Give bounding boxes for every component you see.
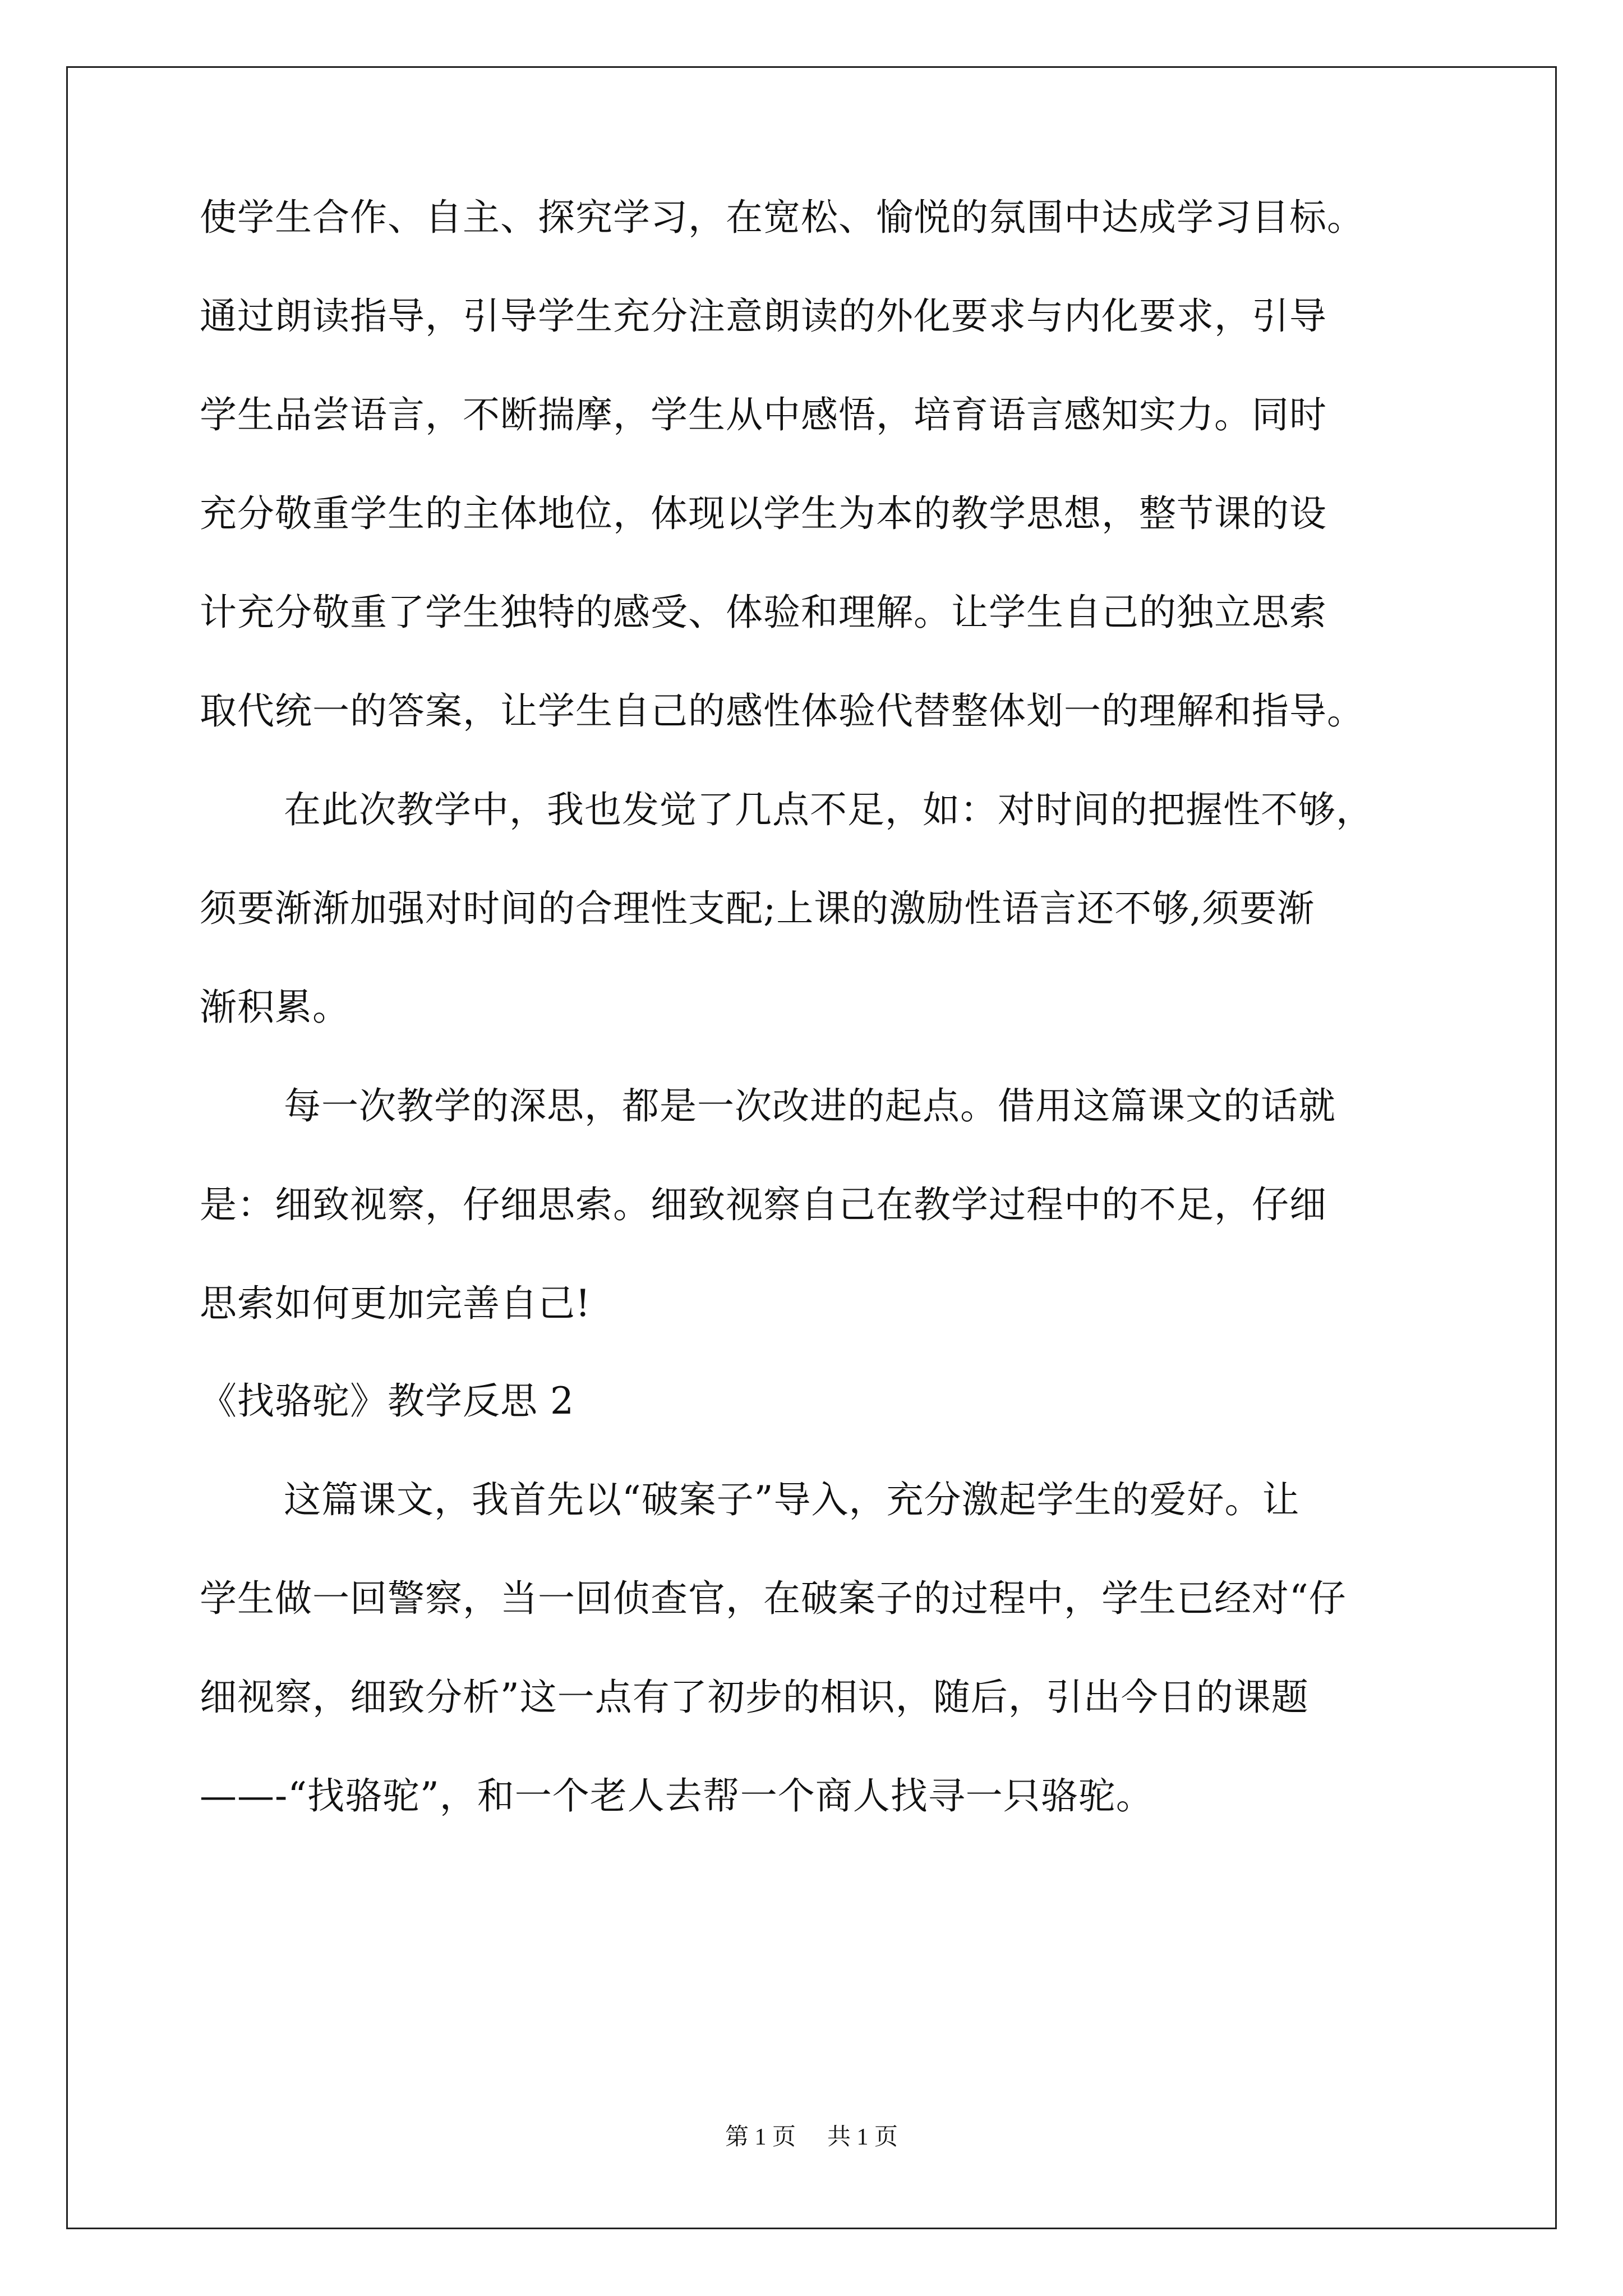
section-title: 《找骆驼》教学反思 2 [200,1379,574,1423]
paragraph-1-line-4: 充分敬重学生的主体地位，体现以学生为本的教学思想，整节课的设 [200,492,1327,535]
section-paragraph-line-3: 细视察，细致分析”这一点有了初步的相识，随后，引出今日的课题 [200,1676,1309,1719]
section-paragraph-line-1: 这篇课文，我首先以“破案子”导入，充分激起学生的爱好。让 [284,1478,1300,1521]
section-paragraph-line-4: ——-“找骆驼”，和一个老人去帮一个商人找寻一只骆驼。 [200,1774,1154,1818]
page-total: 共 1 页 [827,2124,898,2150]
paragraph-2-line-2: 须要渐渐加强对时间的合理性支配;上课的激励性语言还不够,须要渐 [200,887,1315,930]
paragraph-3-line-3: 思索如何更加完善自己! [200,1282,591,1325]
paragraph-3-line-1: 每一次教学的深思，都是一次改进的起点。借用这篇课文的话就 [284,1084,1336,1128]
paragraph-2-line-1: 在此次教学中，我也发觉了几点不足，如：对时间的把握性不够， [284,788,1373,831]
paragraph-1-line-1: 使学生合作、自主、探究学习，在宽松、愉悦的氛围中达成学习目标。 [200,196,1364,239]
paragraph-3-line-2: 是：细致视察，仔细思索。细致视察自己在教学过程中的不足，仔细 [200,1183,1327,1226]
page-number: 第 1 页 [725,2124,796,2150]
paragraph-1-line-6: 取代统一的答案，让学生自己的感性体验代替整体划一的理解和指导。 [200,689,1364,733]
paragraph-1-line-3: 学生品尝语言，不断揣摩，学生从中感悟，培育语言感知实力。同时 [200,393,1327,436]
page-border [66,66,1557,2229]
paragraph-2-line-3: 渐积累。 [200,986,350,1029]
paragraph-1-line-5: 计充分敬重了学生独特的感受、体验和理解。让学生自己的独立思索 [200,591,1327,634]
page-footer [0,2122,1623,2153]
paragraph-1-line-2: 通过朗读指导，引导学生充分注意朗读的外化要求与内化要求，引导 [200,295,1327,338]
section-paragraph-line-2: 学生做一回警察，当一回侦查官，在破案子的过程中，学生已经对“仔 [200,1577,1347,1620]
